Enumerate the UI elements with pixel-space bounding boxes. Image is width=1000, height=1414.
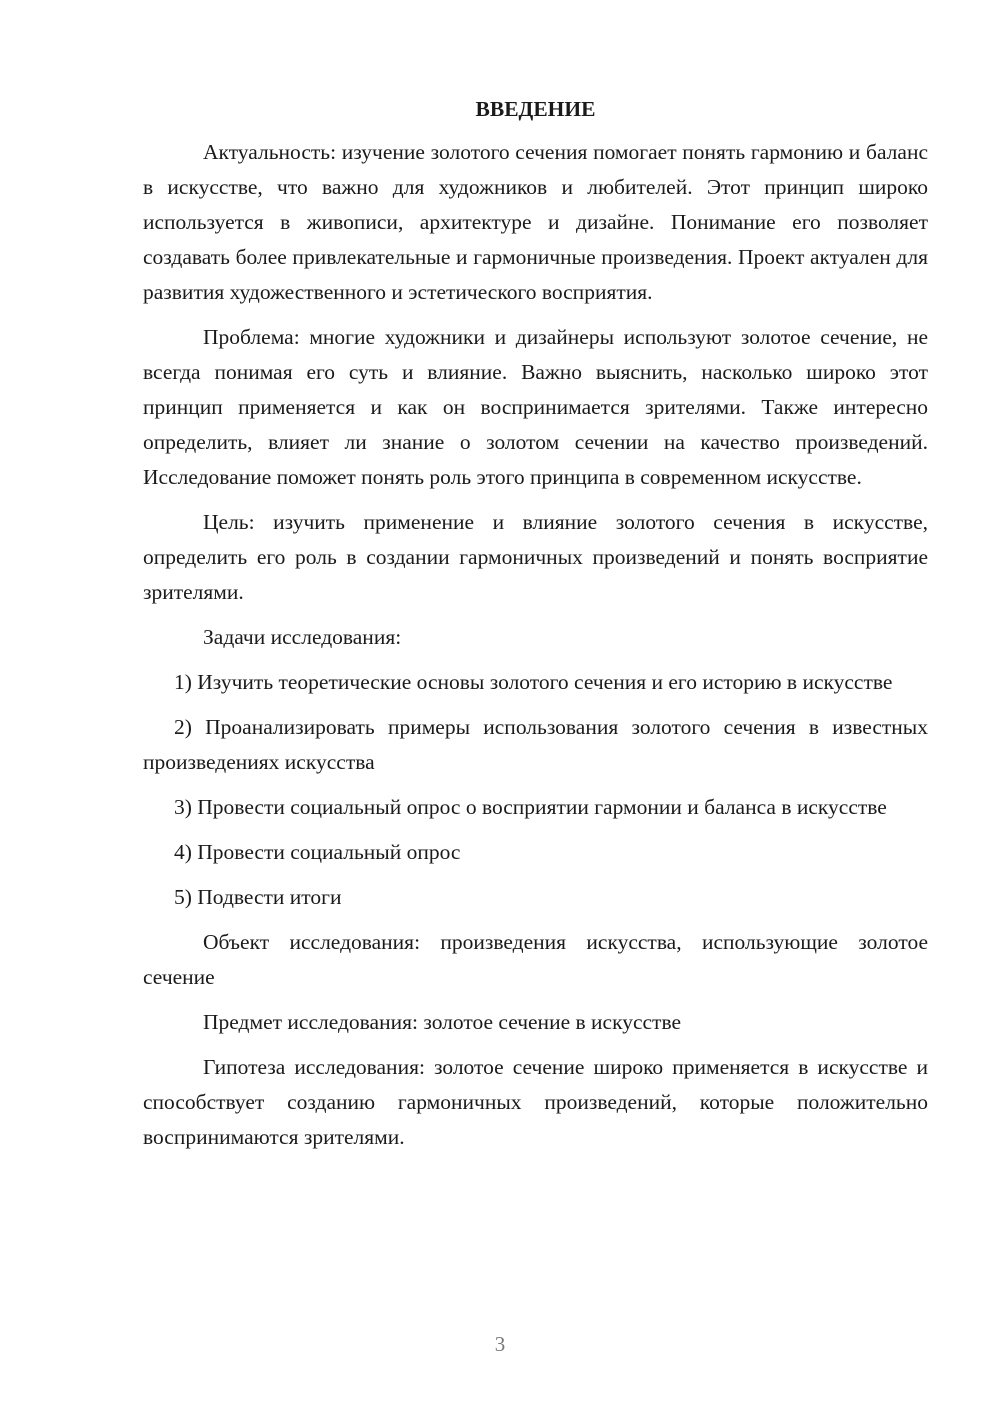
paragraph-goal: Цель: изучить применение и влияние золотого сечения в искусстве, определить его роль в создании гармоничных произведений и понять восприятие зрителями. [143,510,928,604]
paragraph-relevance: Актуальность: изучение золотого сечения помогает понять гармонию и баланс в искусстве, что важно для художников и любителей. Этот принцип широко используется в живописи, архитектуре и дизайне. Понимание его позволяет создавать более привлекательные и гармоничные произведения. Проект актуален для развития художественного и эстетического восприятия. [143,140,928,304]
list-item: 3) Провести социальный опрос о восприятии гармонии и баланса в искусстве [174,795,887,819]
task-list [143,665,928,915]
paragraph-hypothesis: Гипотеза исследования: золотое сечение широко применяется в искусстве и способствует созданию гармоничных произведений, которые положительно воспринимаются зрителями. [143,1055,928,1149]
document-page [143,92,928,1165]
page-number: 3 [494,1332,506,1356]
paragraph-object: Объект исследования: произведения искусства, использующие золотое сечение [143,930,928,989]
paragraph-tasks-heading: Задачи исследования: [203,625,402,649]
list-item: 2) Проанализировать примеры использования золотого сечения в известных произведениях искусства [143,715,928,774]
page-title: ВВЕДЕНИЕ [475,97,596,121]
list-item: 4) Провести социальный опрос [174,840,461,864]
list-item: 1) Изучить теоретические основы золотого сечения и его историю в искусстве [174,670,893,694]
list-item: 5) Подвести итоги [174,885,342,909]
paragraph-subject: Предмет исследования: золотое сечение в искусстве [203,1010,682,1034]
paragraph-problem: Проблема: многие художники и дизайнеры используют золотое сечение, не всегда понимая его суть и влияние. Важно выяснить, насколько широко этот принцип применяется и как он воспринимается зрителями. Также интересно определить, влияет ли знание о золотом сечении на качество произведений. Исследование поможет понять роль этого принципа в современном искусстве. [143,325,928,489]
